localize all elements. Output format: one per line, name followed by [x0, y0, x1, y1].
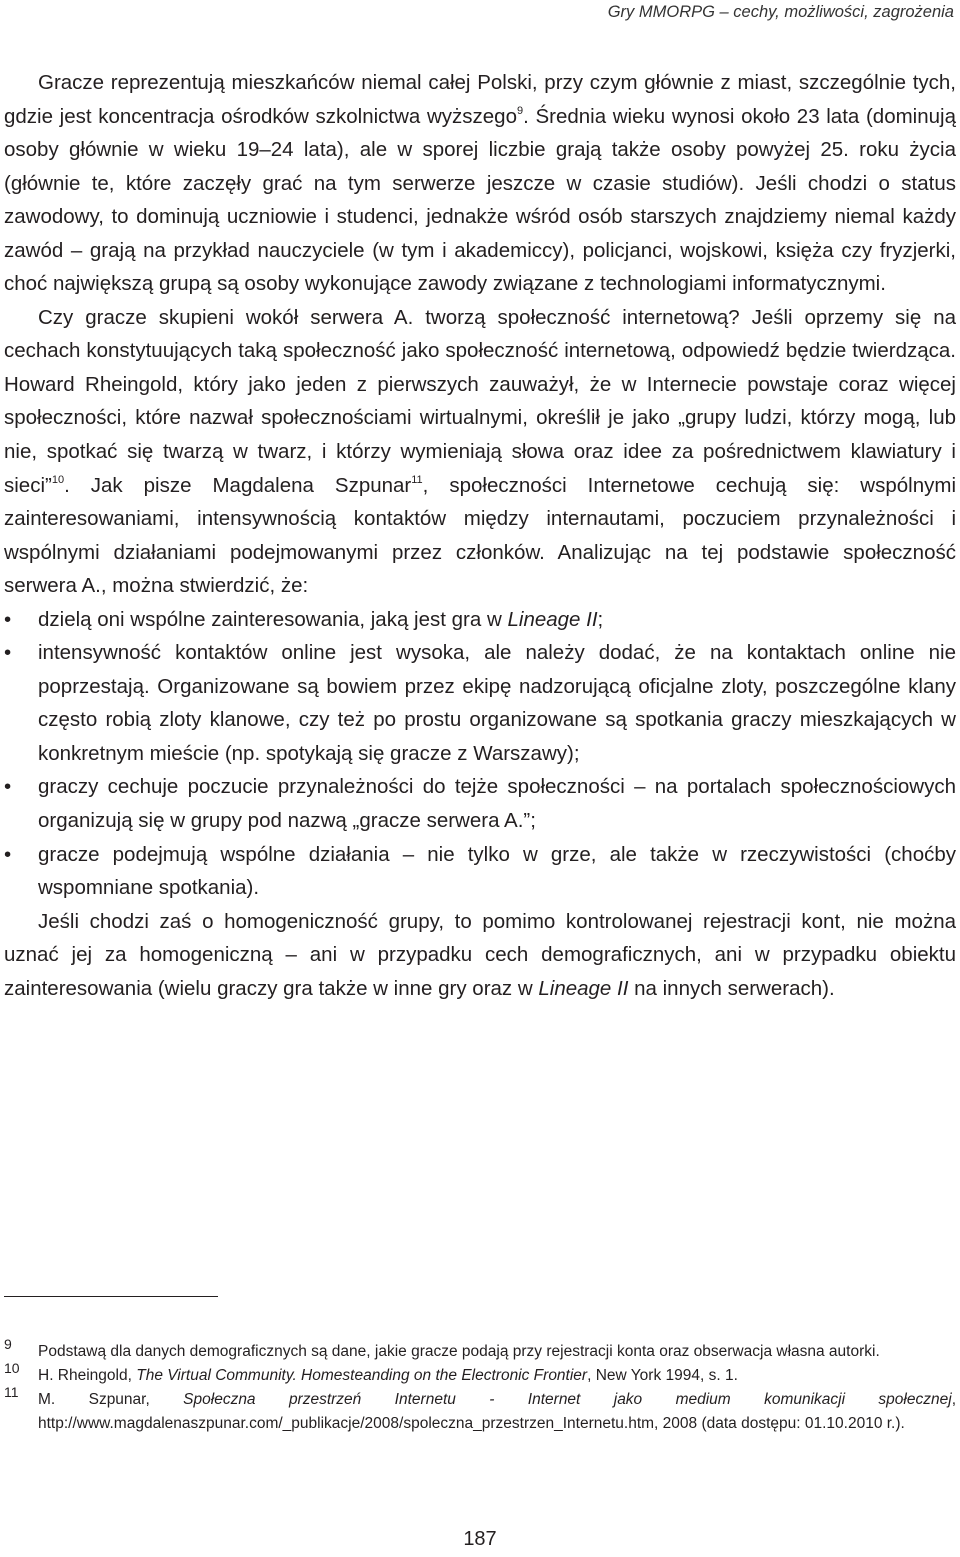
footnote-ref-9[interactable]: 9	[516, 104, 524, 117]
paragraph-text: . Jak pisze Magdalena Szpunar	[64, 473, 412, 497]
paragraph-text: , społeczności Internetowe cechują się: wspólnymi zainteresowaniami, intensywnością kontaktów między internautami, poczuciem przynależności i wspólnymi działaniami podejmowanymi przez członków. Analizując na tej podstawie społeczność serwera A., można stwierdzić, że:	[4, 473, 956, 598]
footnote-divider	[4, 1296, 218, 1297]
paragraph-community	[4, 301, 956, 603]
list-item	[4, 636, 956, 770]
list-item	[4, 770, 956, 837]
footnote-number: 10	[4, 1360, 20, 1376]
footnote-ref-10[interactable]: 10	[51, 473, 65, 486]
footnote-9	[4, 1336, 956, 1364]
page-number: 187	[463, 1528, 497, 1550]
footnote-text: Podstawą dla danych demograficznych są dane, jakie gracze podają przy rejestracji konta oraz obserwacja własna autorki.	[38, 1343, 880, 1360]
list-item-text: gracze podejmują wspólne działania – nie tylko w grze, ale także w rzeczywistości (choćby wspomniane spotkania).	[38, 842, 956, 900]
footnote-article-title: Społeczna przestrzeń Internetu - Internet jako medium komunikacji społecznej	[183, 1391, 952, 1408]
bullet-marker: •	[4, 607, 12, 631]
paragraph-text: na innych serwerach).	[628, 976, 835, 1000]
paragraph-demographics	[4, 66, 956, 301]
paragraph-text: Jeśli chodzi zaś o homogeniczność grupy, to pomimo kontrolowanej rejestracji kont, nie można uznać jej za homogeniczną – ani w przypadku cech demograficznych, ani w przypadku obiektu zainteresowania (wielu graczy gra także w inne gry oraz w	[4, 909, 956, 1000]
game-title: Lineage II	[538, 976, 629, 1000]
paragraph-text: Gracze reprezentują mieszkańców niemal całej Polski, przy czym głównie z miast, szczególnie tych, gdzie jest koncentracja ośrodków szkolnictwa wyższego	[4, 71, 956, 128]
footnote-number: 11	[4, 1384, 19, 1400]
bullet-marker: •	[4, 641, 12, 665]
footnote-10	[4, 1360, 956, 1388]
list-item-text: intensywność kontaktów online jest wysoka, ale należy dodać, że na kontaktach online nie poprzestają. Organizowane są bowiem przez ekipę nadzorującą oficjalne zloty, poszczególne klany często robią zloty klanowe, czy też po prostu organizowane są spotkania graczy mieszkających w konkretnym mieście (np. spotykają się gracze z Warszawy);	[38, 641, 956, 765]
paragraph-text: Czy gracze skupieni wokół serwera A. tworzą społeczność internetową? Jeśli oprzemy się na cechach konstytuujących taką społeczność jako społeczność internetową, odpowiedź będzie twierdząca. Howard Rheingold, który jako jeden z pierwszych zauważył, że w Internecie powstaje coraz więcej społeczności, które nazwał społecznościami wirtualnymi, określił je jako „grupy ludzi, którzy mogą, lub nie, spotkać się twarzą w twarz, i którzy wymieniają słowa oraz idee za pośrednictwem klawiatury i sieci”	[4, 305, 956, 497]
list-item	[4, 838, 956, 905]
footnote-number: 9	[4, 1336, 12, 1352]
footnote-11	[4, 1384, 956, 1436]
footnote-text: , New York 1994, s. 1.	[587, 1367, 738, 1384]
list-item	[4, 603, 956, 637]
list-item-text: ;	[597, 607, 604, 631]
footnote-book-title: The Virtual Community. Homesteanding on the Electronic Frontier	[136, 1367, 588, 1384]
footnotes	[4, 1336, 956, 1436]
running-header: Gry MMORPG – cechy, możliwości, zagrożenia	[607, 3, 954, 21]
main-text	[4, 66, 956, 1005]
bullet-marker: •	[4, 775, 12, 799]
game-title: Lineage II	[507, 607, 598, 631]
paragraph-text: . Średnia wieku wynosi około 23 lata (dominują osoby głównie w wieku 19–24 lata), ale w sporej liczbie grają także osoby powyżej 25. roku życia (głównie te, które zaczęły grać na tym serwerze jeszcze w czasie studiów). Jeśli chodzi o status zawodowy, to dominują uczniowie i studenci, jednakże wśród osób starszych znajdziemy niemal każdy zawód – grają na przykład nauczyciele (w tym i akademiccy), policjanci, wojskowi, księża czy fryzjerki, choć największą grupą są osoby wykonujące zawody związane z technologiami informatycznymi.	[4, 104, 956, 296]
paragraph-homogeneity	[4, 905, 956, 1006]
list-item-text: graczy cechuje poczucie przynależności do tejże społeczności – na portalach społecznościowych organizują się w grupy pod nazwą „gracze serwera A.”;	[38, 775, 956, 833]
bullet-marker: •	[4, 842, 12, 866]
footnote-ref-11[interactable]: 11	[411, 473, 423, 486]
footnote-text: , http://www.magdalenaszpunar.com/_publikacje/2008/spoleczna_przestrzen_Internetu.htm, 2008 (data dostępu: 01.10.2010 r.).	[38, 1391, 956, 1432]
footnote-author: M. Szpunar,	[38, 1391, 184, 1408]
footnote-author: H. Rheingold,	[38, 1367, 137, 1384]
list-item-text: dzielą oni wspólne zainteresowania, jaką jest gra w	[38, 607, 508, 631]
bullet-list	[4, 603, 956, 905]
